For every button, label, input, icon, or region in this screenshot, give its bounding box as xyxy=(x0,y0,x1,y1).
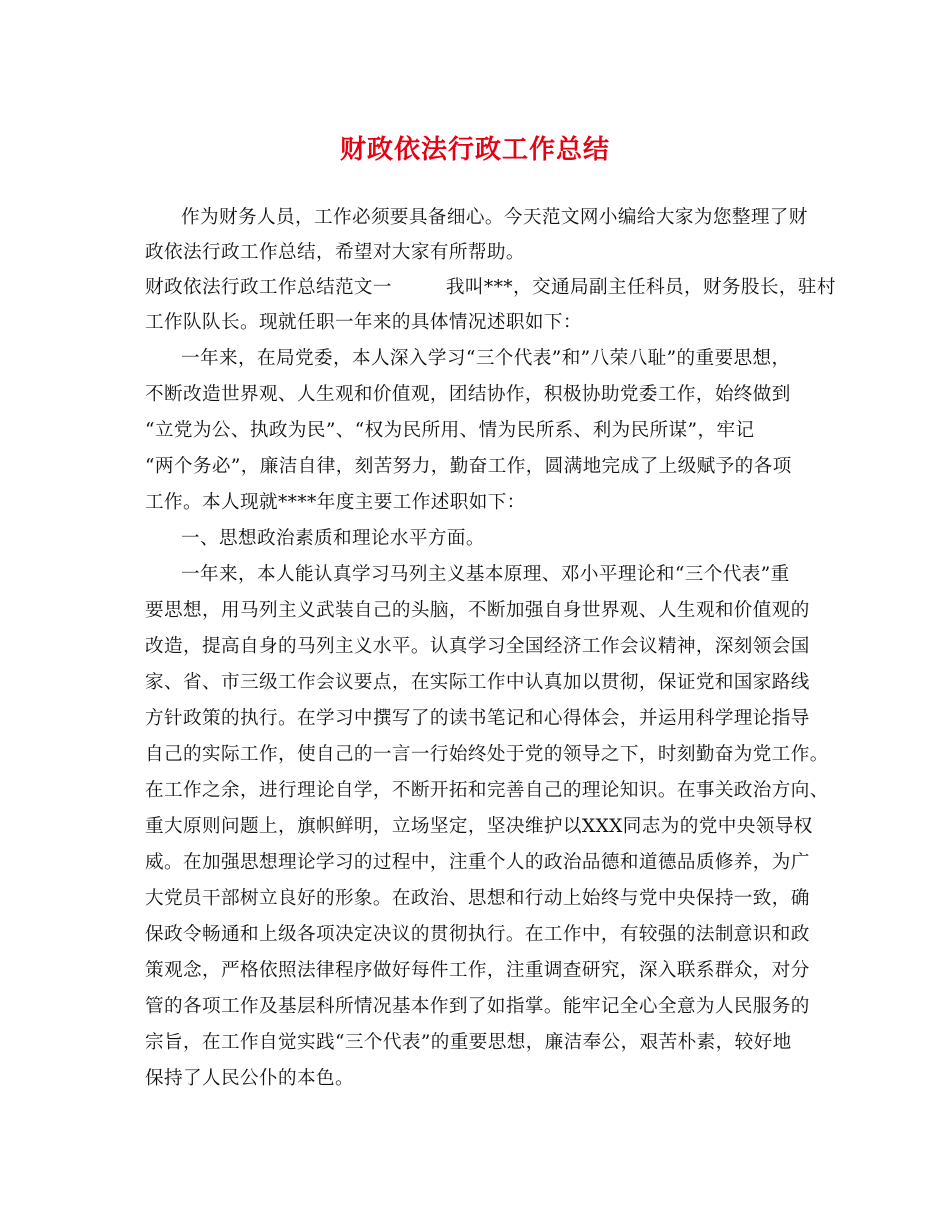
paragraph-line: 不断改造世界观、人生观和价值观，团结协作，积极协助党委工作，始终做到 xyxy=(145,384,791,405)
section-heading: 财政依法行政工作总结范文一 xyxy=(145,277,392,298)
paragraph-line: 作为财务人员，工作必须要具备细心。今天范文网小编给大家为您整理了财 xyxy=(181,207,808,228)
paragraph-line: 大党员干部树立良好的形象。在政治、思想和行动上始终与党中央保持一致，确 xyxy=(145,888,810,909)
document-title: 财政依法行政工作总结 xyxy=(339,135,610,165)
paragraph-line: 保政令畅通和上级各项决定决议的贯彻执行。在工作中，有较强的法制意识和政 xyxy=(145,924,810,945)
paragraph-line: 家、省、市三级工作会议要点，在实际工作中认真加以贯彻，保证党和国家路线 xyxy=(145,672,810,693)
paragraph-line: 自己的实际工作，使自己的一言一行始终处于党的领导之下，时刻勤奋为党工作。 xyxy=(145,744,829,765)
paragraph-line: 重大原则问题上，旗帜鲜明，立场坚定，坚决维护以XXX同志为的党中央领导权 xyxy=(145,816,813,837)
paragraph-line: 工作。本人现就****年度主要工作述职如下： xyxy=(145,492,526,513)
paragraph-text: 我叫***，交通局副主任科员，财务股长，驻村 xyxy=(445,277,836,298)
paragraph-line: 政依法行政工作总结，希望对大家有所帮助。 xyxy=(145,242,525,263)
paragraph-line: 一、思想政治素质和理论水平方面。 xyxy=(181,528,485,549)
paragraph-line: 策观念，严格依照法律程序做好每件工作，注重调查研究，深入联系群众，对分 xyxy=(145,960,810,981)
paragraph-line: 工作队队长。现就任职一年来的具体情况述职如下： xyxy=(145,312,582,333)
paragraph-line: 管的各项工作及基层科所情况基本作到了如指掌。能牢记全心全意为人民服务的 xyxy=(145,996,810,1017)
paragraph-line: 改造，提高自身的马列主义水平。认真学习全国经济工作会议精神，深刻领会国 xyxy=(145,636,810,657)
paragraph-line: 在工作之余，进行理论自学，不断开拓和完善自己的理论知识。在事关政治方向、 xyxy=(145,780,829,801)
paragraph-line: “立党为公、执政为民”、“权为民所用、情为民所系、利为民所谋”，牢记 xyxy=(145,420,755,441)
paragraph-line: 威。在加强思想理论学习的过程中，注重个人的政治品德和道德品质修养，为广 xyxy=(145,852,810,873)
paragraph-line: 一年来，本人能认真学习马列主义基本原理、邓小平理论和“三个代表”重 xyxy=(181,564,790,585)
paragraph-line: 要思想，用马列主义武装自己的头脑，不断加强自身世界观、人生观和价值观的 xyxy=(145,600,810,621)
paragraph-line: 保持了人民公仆的本色。 xyxy=(145,1068,354,1089)
paragraph-line: “两个务必”，廉洁自律，刻苦努力，勤奋工作，圆满地完成了上级赋予的各项 xyxy=(145,456,792,477)
paragraph-line: 一年来，在局党委，本人深入学习“三个代表”和”八荣八耻”的重要思想， xyxy=(181,348,791,369)
paragraph-line xyxy=(145,271,836,305)
paragraph-line: 方针政策的执行。在学习中撰写了的读书笔记和心得体会，并运用科学理论指导 xyxy=(145,708,810,729)
paragraph-line: 宗旨，在工作自觉实践“三个代表”的重要思想，廉洁奉公，艰苦朴素，较好地 xyxy=(145,1032,792,1053)
